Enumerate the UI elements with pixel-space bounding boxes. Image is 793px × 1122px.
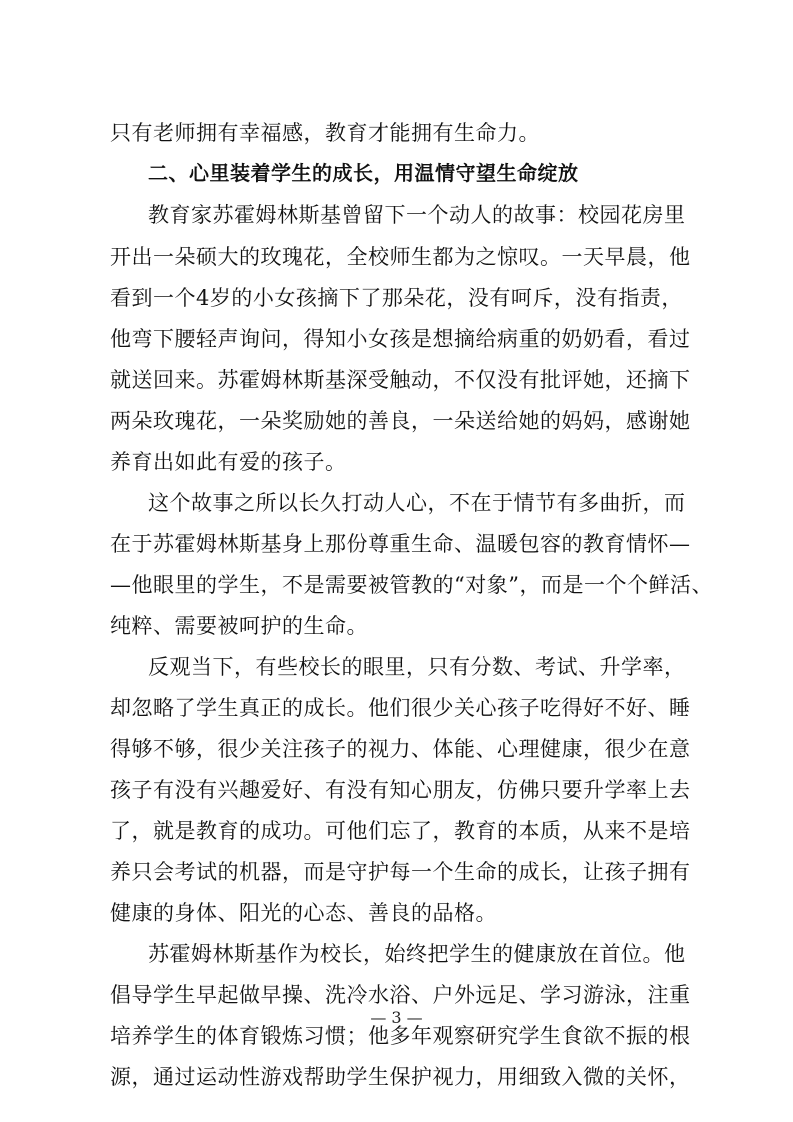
text-line: 反观当下，有些校长的眼里，只有分数、考试、升学率，	[148, 655, 686, 679]
text-line: 看到一个4岁的小女孩摘下了那朵花，没有呵斥，没有指责，	[110, 286, 683, 310]
text-line: 两朵玫瑰花，一朵奖励她的善良，一朵送给她的妈妈，感谢她	[110, 409, 691, 433]
text-line: 培养学生的体育锻炼习惯；他多年观察研究学生食欲不振的根	[110, 1024, 691, 1048]
text-line: 在于苏霍姆林斯基身上那份尊重生命、温暖包容的教育情怀—	[110, 532, 691, 556]
page-number: — 3 —	[370, 1008, 423, 1027]
text-line: 他弯下腰轻声询问，得知小女孩是想摘给病重的奶奶看，看过	[110, 327, 691, 351]
text-line: 养育出如此有爱的孩子。	[110, 450, 347, 474]
text-line: 健康的身体、阳光的心态、善良的品格。	[110, 901, 497, 925]
text-line: 养只会考试的机器，而是守护每一个生命的成长，让孩子拥有	[110, 860, 691, 884]
text-line: 苏霍姆林斯基作为校长，始终把学生的健康放在首位。他	[148, 942, 686, 966]
text-line: 教育家苏霍姆林斯基曾留下一个动人的故事：校园花房里	[148, 203, 686, 227]
text-line: 源，通过运动性游戏帮助学生保护视力，用细致入微的关怀，	[110, 1065, 691, 1089]
section-heading: 二、心里装着学生的成长，用温情守望生命绽放	[148, 161, 579, 185]
text-line: 这个故事之所以长久打动人心，不在于情节有多曲折，而	[148, 491, 686, 515]
text-line: 了，就是教育的成功。可他们忘了，教育的本质，从来不是培	[110, 819, 691, 843]
text-line: 孩子有没有兴趣爱好、有没有知心朋友，仿佛只要升学率上去	[110, 778, 691, 802]
text-line: 得够不够，很少关注孩子的视力、体能、心理健康，很少在意	[110, 737, 691, 761]
text-line: 倡导学生早起做早操、洗冷水浴、户外远足、学习游泳，注重	[110, 983, 691, 1007]
text-line: 开出一朵硕大的玫瑰花，全校师生都为之惊叹。一天早晨，他	[110, 245, 691, 269]
text-line: 纯粹、需要被呵护的生命。	[110, 614, 368, 638]
text-line: 只有老师拥有幸福感，教育才能拥有生命力。	[110, 121, 540, 145]
text-line: 却忽略了学生真正的成长。他们很少关心孩子吃得好不好、睡	[110, 696, 691, 720]
text-line: —他眼里的学生，不是需要被管教的“对象”，而是一个个鲜活、	[110, 573, 713, 597]
text-line: 就送回来。苏霍姆林斯基深受触动，不仅没有批评她，还摘下	[110, 368, 691, 392]
